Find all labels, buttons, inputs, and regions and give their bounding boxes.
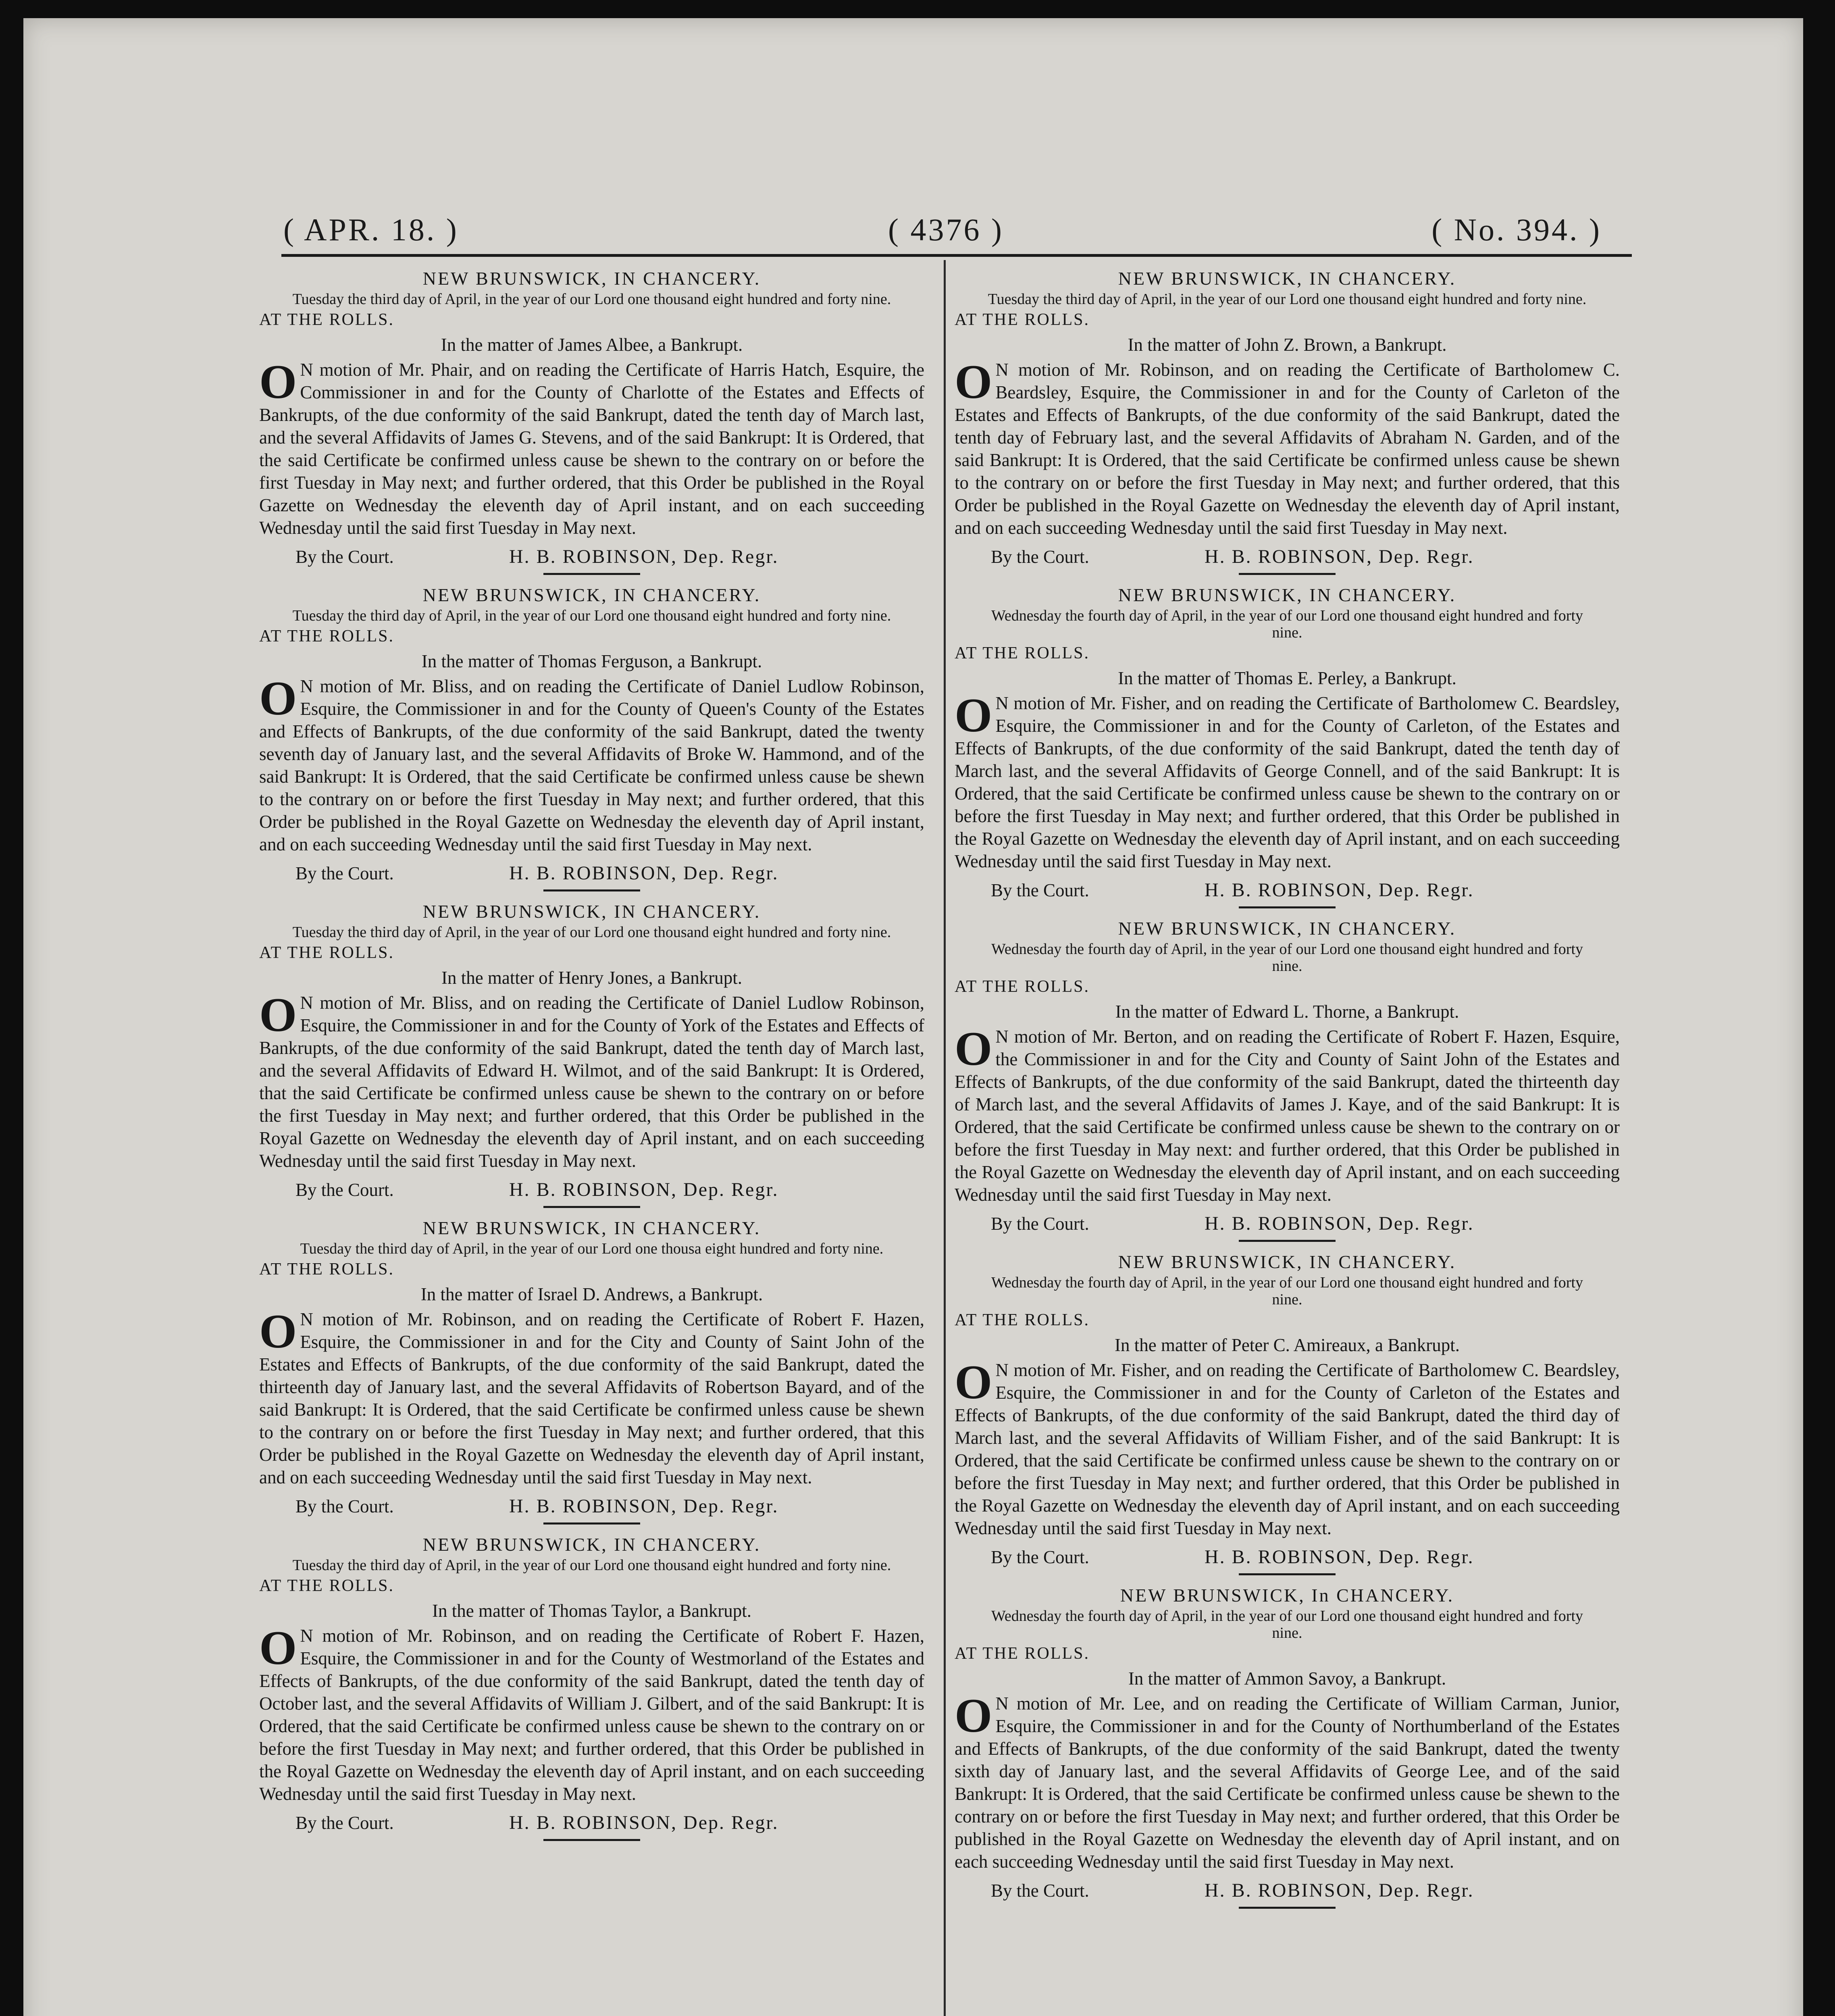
signature-line bbox=[955, 1543, 1620, 1571]
notice-body bbox=[955, 1022, 1620, 1206]
bankrupt-matter: In the matter of Thomas E. Perley, a Bankrupt. bbox=[1118, 668, 1456, 688]
notice-heading: NEW BRUNSWICK, IN CHANCERY. bbox=[422, 901, 761, 922]
bankrupt-matter: In the matter of John Z. Brown, a Bankrupt. bbox=[1128, 335, 1447, 355]
chancery-notice bbox=[955, 267, 1620, 575]
notice-date: Tuesday the third day of April, in the year of our Lord one thousand eight hundred and forty nine. bbox=[988, 291, 1587, 308]
notice-text: N motion of Mr. Fisher, and on reading the Certificate of Bartholomew C. Beardsley, Esquire, the Commissioner in and for the County of Carleton, of the Estates and Effects of Bankrupts, of the due conformity of the said Bankrupt, dated the tenth day of March last, and the several Affidavits of George Connell, and of the said Bankrupt: It is Ordered, that the said Certificate be confirmed unless cause be shewn to the contrary on or before the first Tuesday in May next; and further ordered, that this Order be published in the Royal Gazette on Wednesday the eleventh day of April instant, and on each succeeding Wednesday until the said first Tuesday in May next. bbox=[955, 693, 1620, 871]
chancery-notice bbox=[955, 584, 1620, 908]
notice-date: Tuesday the third day of April, in the year of our Lord one thousand eight hundred and forty nine. bbox=[292, 291, 891, 308]
at-the-rolls: AT THE ROLLS. bbox=[259, 1260, 394, 1279]
column-separator bbox=[944, 260, 946, 2016]
notice-heading: NEW BRUNSWICK, In CHANCERY. bbox=[1120, 1585, 1454, 1606]
signature-line bbox=[955, 1876, 1620, 1904]
notice-divider bbox=[1239, 1907, 1336, 1909]
signature-line bbox=[259, 1808, 924, 1837]
gazette-page bbox=[23, 18, 1803, 2016]
registrar-name: H. B. ROBINSON, Dep. Regr. bbox=[1205, 1880, 1474, 1901]
notice-body bbox=[259, 1304, 924, 1489]
notice-text: N motion of Mr. Robinson, and on reading the Certificate of Robert F. Hazen, Esquire, the Commissioner in and for the County of Westmorland of the Estates and Effects of Bankrupts, of the due conformity of the said Bankrupt, dated the tenth day of October last, and the several Affidavits of William J. Gilbert, and of the said Bankrupt: It is Ordered, that the said Certificate be confirmed unless cause be shewn to the contrary on or before the first Tuesday in May next; and further ordered, that this Order be published in the Royal Gazette on Wednesday the eleventh day of April instant, and on each succeeding Wednesday until the said first Tuesday in May next. bbox=[259, 1626, 924, 1804]
by-the-court: By the Court. bbox=[991, 547, 1089, 567]
bankrupt-matter: In the matter of Ammon Savoy, a Bankrupt. bbox=[1128, 1668, 1446, 1689]
chancery-notice bbox=[955, 1251, 1620, 1575]
by-the-court: By the Court. bbox=[295, 547, 394, 567]
notice-text: N motion of Mr. Bliss, and on reading the Certificate of Daniel Ludlow Robinson, Esquire, the Commissioner in and for the County of Queen's County of the Estates and Effects of Bankrupts, of the due conformity of the said Bankrupt, dated the twenty seventh day of January last, and the several Affidavits of Broke W. Hammond, and of the said Bankrupt: It is Ordered, that the said Certificate be confirmed unless cause be shewn to the contrary on or before the first Tuesday in May next; and further ordered, that this Order be published in the Royal Gazette on Wednesday the eleventh day of April instant, and on each succeeding Wednesday until the said first Tuesday in May next. bbox=[259, 676, 924, 854]
notice-divider bbox=[543, 573, 640, 575]
notice-body bbox=[955, 1355, 1620, 1539]
at-the-rolls: AT THE ROLLS. bbox=[955, 1311, 1090, 1329]
chancery-notice bbox=[259, 1217, 924, 1524]
at-the-rolls: AT THE ROLLS. bbox=[955, 644, 1090, 662]
registrar-name: H. B. ROBINSON, Dep. Regr. bbox=[509, 1812, 779, 1833]
by-the-court: By the Court. bbox=[991, 1214, 1089, 1234]
header-rule bbox=[281, 254, 1632, 257]
drop-cap: O bbox=[259, 355, 297, 408]
chancery-notice bbox=[955, 917, 1620, 1242]
signature-line bbox=[259, 1492, 924, 1520]
notice-text: N motion of Mr. Fisher, and on reading the Certificate of Bartholomew C. Beardsley, Esquire, the Commissioner in and for the County of Carleton of the Estates and Effects of Bankrupts, of the due conformity of the said Bankrupt, dated the third day of March last, and the several Affidavits of William Fisher, and of the said Bankrupt: It is Ordered, that the said Certificate be confirmed unless cause be shewn to the contrary on or before the first Tuesday in May next; and further ordered, that this Order be published in the Royal Gazette on Wednesday the eleventh day of April instant, and on each succeeding Wednesday until the said first Tuesday in May next. bbox=[955, 1360, 1620, 1538]
registrar-name: H. B. ROBINSON, Dep. Regr. bbox=[1205, 879, 1474, 901]
notice-divider bbox=[543, 1522, 640, 1524]
notice-text: N motion of Mr. Robinson, and on reading the Certificate of Bartholomew C. Beardsley, Esquire, the Commissioner in and for the County of Carleton of the Estates and Effects of Bankrupts, of the due conformity of the said Bankrupt, dated the tenth day of February last, and the several Affidavits of Abraham N. Garden, and of the said Bankrupt: It is Ordered, that the said Certificate be confirmed unless cause be shewn to the contrary on or before the first Tuesday in May next; and further ordered, that this Order be published in the Royal Gazette on Wednesday the eleventh day of April instant, and on each succeeding Wednesday until the said first Tuesday in May next. bbox=[955, 360, 1620, 538]
notice-divider bbox=[1239, 573, 1336, 575]
notice-body bbox=[259, 988, 924, 1172]
by-the-court: By the Court. bbox=[295, 1813, 394, 1833]
notice-date: Wednesday the fourth day of April, in the year of our Lord one thousand eight hundred and forty nine. bbox=[991, 941, 1583, 975]
at-the-rolls: AT THE ROLLS. bbox=[955, 977, 1090, 996]
notice-body bbox=[955, 1689, 1620, 1873]
notice-heading: NEW BRUNSWICK, IN CHANCERY. bbox=[1118, 268, 1456, 289]
chancery-notice bbox=[259, 900, 924, 1208]
bankrupt-matter: In the matter of Thomas Ferguson, a Bankrupt. bbox=[421, 651, 762, 671]
bankrupt-matter: In the matter of Henry Jones, a Bankrupt. bbox=[441, 968, 743, 988]
drop-cap: O bbox=[955, 355, 992, 408]
notice-text: N motion of Mr. Bliss, and on reading the Certificate of Daniel Ludlow Robinson, Esquire, the Commissioner in and for the County of York of the Estates and Effects of Bankrupts, of the due conformity of the said Bankrupt, dated the tenth day of March last, and the several Affidavits of Edward H. Wilmot, and of the said Bankrupt: It is Ordered, that the said Certificate be confirmed unless cause be shewn to the contrary on or before the first Tuesday in May next; and further ordered, that this Order be published in the Royal Gazette on Wednesday the eleventh day of April instant, and on each succeeding Wednesday until the said first Tuesday in May next. bbox=[259, 993, 924, 1171]
notice-date: Wednesday the fourth day of April, in the year of our Lord one thousand eight hundred and forty nine. bbox=[991, 1608, 1583, 1641]
at-the-rolls: AT THE ROLLS. bbox=[259, 310, 394, 329]
registrar-name: H. B. ROBINSON, Dep. Regr. bbox=[1205, 1546, 1474, 1568]
notice-date: Tuesday the third day of April, in the year of our Lord one thousa eight hundred and forty nine. bbox=[300, 1240, 884, 1257]
drop-cap: O bbox=[259, 1621, 297, 1674]
notice-date: Tuesday the third day of April, in the year of our Lord one thousand eight hundred and forty nine. bbox=[292, 1557, 891, 1574]
issue-date: ( APR. 18. ) bbox=[283, 212, 459, 247]
registrar-name: H. B. ROBINSON, Dep. Regr. bbox=[509, 1495, 779, 1517]
notice-date: Wednesday the fourth day of April, in the year of our Lord one thousand eight hundred and forty nine. bbox=[991, 1274, 1583, 1308]
registrar-name: H. B. ROBINSON, Dep. Regr. bbox=[1205, 1213, 1474, 1234]
issue-number: ( No. 394. ) bbox=[1431, 212, 1602, 247]
notice-divider bbox=[543, 1206, 640, 1208]
drop-cap: O bbox=[955, 1689, 992, 1742]
bankrupt-matter: In the matter of Israel D. Andrews, a Bankrupt. bbox=[420, 1284, 763, 1304]
notice-text: N motion of Mr. Berton, and on reading the Certificate of Robert F. Hazen, Esquire, the Commissioner in and for the City and County of Saint John of the Estates and Effects of Bankrupts, of the due conformity of the said Bankrupt, dated the thirteenth day of March last, and the several Affidavits of James J. Kaye, and of the said Bankrupt: It is Ordered, that the said Certificate be confirmed unless cause be shewn to the contrary on or before the first Tuesday in May next: and further ordered, that this Order be published in the Royal Gazette on Wednesday the eleventh day of April instant, and on each succeeding Wednesday until the said first Tuesday in May next. bbox=[955, 1027, 1620, 1205]
drop-cap: O bbox=[955, 1355, 992, 1409]
at-the-rolls: AT THE ROLLS. bbox=[259, 1577, 394, 1595]
signature-line bbox=[259, 542, 924, 571]
signature-line bbox=[955, 1209, 1620, 1237]
notice-heading: NEW BRUNSWICK, IN CHANCERY. bbox=[422, 1534, 761, 1555]
drop-cap: O bbox=[955, 688, 992, 742]
drop-cap: O bbox=[259, 1304, 297, 1358]
notice-text: N motion of Mr. Robinson, and on reading the Certificate of Robert F. Hazen, Esquire, the Commissioner in and for the City and County of Saint John of the Estates and Effects of Bankrupts, of the due conformity of the said Bankrupt, dated the thirteenth day of January last, and the several Affidavits of Robertson Bayard, and of the said Bankrupt: It is Ordered, that the said Certificate be confirmed unless cause be shewn to the contrary on or before the first Tuesday in May next; and further ordered, that this Order be published in the Royal Gazette on Wednesday the eleventh day of April instant, and on each succeeding Wednesday until the said first Tuesday in May next. bbox=[259, 1309, 924, 1487]
left-column bbox=[259, 267, 924, 1847]
notice-heading: NEW BRUNSWICK, IN CHANCERY. bbox=[422, 585, 761, 605]
notice-heading: NEW BRUNSWICK, IN CHANCERY. bbox=[422, 268, 761, 289]
chancery-notice bbox=[955, 1584, 1620, 1909]
drop-cap: O bbox=[955, 1022, 992, 1075]
signature-line bbox=[259, 859, 924, 887]
by-the-court: By the Court. bbox=[991, 1547, 1089, 1567]
notice-body bbox=[955, 355, 1620, 539]
drop-cap: O bbox=[259, 988, 297, 1041]
registrar-name: H. B. ROBINSON, Dep. Regr. bbox=[509, 546, 779, 567]
notice-divider bbox=[1239, 1240, 1336, 1242]
notice-divider bbox=[1239, 906, 1336, 908]
at-the-rolls: AT THE ROLLS. bbox=[259, 943, 394, 962]
notice-heading: NEW BRUNSWICK, IN CHANCERY. bbox=[1118, 585, 1456, 605]
notice-text: N motion of Mr. Phair, and on reading the Certificate of Harris Hatch, Esquire, the Commissioner in and for the County of Charlotte of the Estates and Effects of Bankrupts, of the due conformity of the said Bankrupt, dated the tenth day of March last, and the several Affidavits of James G. Stevens, and of the said Bankrupt: It is Ordered, that the said Certificate be confirmed unless cause be shewn to the contrary on or before the first Tuesday in May next; and further ordered, that this Order be published in the Royal Gazette on Wednesday the eleventh day of April instant, and on each succeeding Wednesday until the said first Tuesday in May next. bbox=[259, 360, 924, 538]
at-the-rolls: AT THE ROLLS. bbox=[259, 627, 394, 646]
bankrupt-matter: In the matter of Peter C. Amireaux, a Bankrupt. bbox=[1114, 1335, 1460, 1355]
notice-divider bbox=[1239, 1573, 1336, 1575]
notice-body bbox=[955, 688, 1620, 873]
chancery-notice bbox=[259, 584, 924, 891]
signature-line bbox=[955, 542, 1620, 571]
notice-body bbox=[259, 671, 924, 856]
signature-line bbox=[955, 876, 1620, 904]
notice-body bbox=[259, 355, 924, 539]
page-number: ( 4376 ) bbox=[888, 212, 1004, 247]
registrar-name: H. B. ROBINSON, Dep. Regr. bbox=[509, 1179, 779, 1200]
by-the-court: By the Court. bbox=[991, 880, 1089, 900]
by-the-court: By the Court. bbox=[295, 863, 394, 883]
signature-line bbox=[259, 1175, 924, 1204]
chancery-notice bbox=[259, 1533, 924, 1841]
notice-heading: NEW BRUNSWICK, IN CHANCERY. bbox=[422, 1218, 761, 1238]
notice-date: Wednesday the fourth day of April, in the year of our Lord one thousand eight hundred and forty nine. bbox=[991, 607, 1583, 641]
notice-heading: NEW BRUNSWICK, IN CHANCERY. bbox=[1118, 1252, 1456, 1272]
notice-divider bbox=[543, 889, 640, 891]
right-column bbox=[955, 267, 1620, 1914]
chancery-notice bbox=[259, 267, 924, 575]
bankrupt-matter: In the matter of Thomas Taylor, a Bankrupt. bbox=[432, 1601, 751, 1621]
bankrupt-matter: In the matter of James Albee, a Bankrupt. bbox=[441, 335, 743, 355]
at-the-rolls: AT THE ROLLS. bbox=[955, 1644, 1090, 1663]
notice-body bbox=[259, 1621, 924, 1805]
page-header bbox=[283, 208, 1602, 256]
notice-divider bbox=[543, 1839, 640, 1841]
notice-date: Tuesday the third day of April, in the year of our Lord one thousand eight hundred and forty nine. bbox=[292, 924, 891, 941]
at-the-rolls: AT THE ROLLS. bbox=[955, 310, 1090, 329]
notice-text: N motion of Mr. Lee, and on reading the Certificate of William Carman, Junior, Esquire, the Commissioner in and for the County of Northumberland of the Estates and Effects of Bankrupts, of the due conformity of the said Bankrupt, dated the twenty sixth day of January last, and the several Affidavits of George Lee, and of the said Bankrupt: It is Ordered, that the said Certificate be confirmed unless cause be shewn to the contrary on or before the first Tuesday in May next; and further ordered, that this Order be published in the Royal Gazette on Wednesday the eleventh day of April instant, and on each succeeding Wednesday until the said first Tuesday in May next. bbox=[955, 1693, 1620, 1872]
bankrupt-matter: In the matter of Edward L. Thorne, a Bankrupt. bbox=[1115, 1002, 1459, 1022]
drop-cap: O bbox=[259, 671, 297, 725]
notice-heading: NEW BRUNSWICK, IN CHANCERY. bbox=[1118, 918, 1456, 939]
registrar-name: H. B. ROBINSON, Dep. Regr. bbox=[1205, 546, 1474, 567]
by-the-court: By the Court. bbox=[991, 1881, 1089, 1901]
notice-date: Tuesday the third day of April, in the year of our Lord one thousand eight hundred and forty nine. bbox=[292, 607, 891, 624]
by-the-court: By the Court. bbox=[295, 1496, 394, 1516]
registrar-name: H. B. ROBINSON, Dep. Regr. bbox=[509, 862, 779, 884]
by-the-court: By the Court. bbox=[295, 1180, 394, 1200]
